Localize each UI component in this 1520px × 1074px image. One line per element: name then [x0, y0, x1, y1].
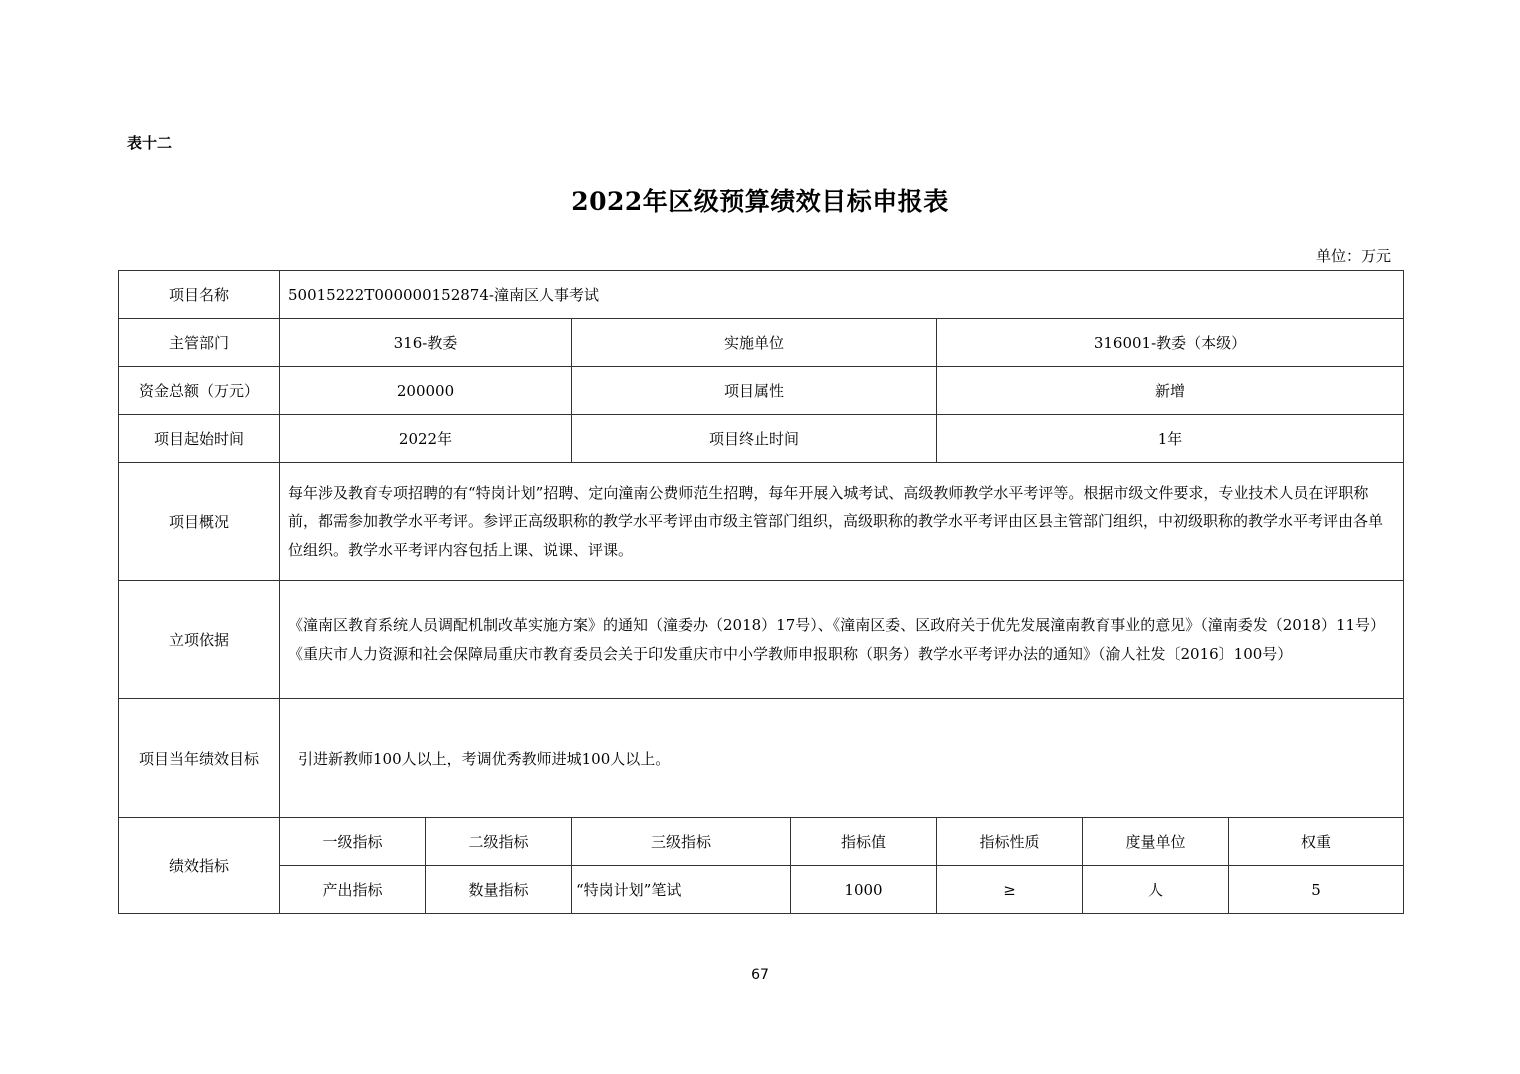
- goal-text: 引进新教师100人以上，考调优秀教师进城100人以上。: [280, 699, 1404, 818]
- start-time-label: 项目起始时间: [119, 415, 280, 463]
- department-value: 316-教委: [280, 319, 572, 367]
- overview-label: 项目概况: [119, 463, 280, 581]
- project-attribute-label: 项目属性: [572, 367, 937, 415]
- project-attribute-value: 新增: [937, 367, 1404, 415]
- table-row: [119, 415, 1404, 463]
- table-row: [119, 271, 1404, 319]
- table-row: [119, 367, 1404, 415]
- basis-label: 立项依据: [119, 581, 280, 699]
- indicator-cell: ≥: [937, 866, 1083, 914]
- indicator-cell: 1000: [791, 866, 937, 914]
- basis-text: 《潼南区教育系统人员调配机制改革实施方案》的通知（潼委办（2018）17号）、《潼南区委、区政府关于优先发展潼南教育事业的意见》（潼南委发（2018）11号） 《重庆市人力资源和社会保障局重庆市教育委员会关于印发重庆市中小学教师申报职称（职务）教学水平考评办法的通知》（渝人社发〔2016〕100号）: [280, 581, 1404, 699]
- indicator-header: 一级指标: [280, 818, 426, 866]
- implementing-unit-label: 实施单位: [572, 319, 937, 367]
- table-label: 表十二: [127, 134, 173, 152]
- start-time-value: 2022年: [280, 415, 572, 463]
- page-number: 67: [751, 967, 769, 983]
- indicator-cell: 产出指标: [280, 866, 426, 914]
- funding-value: 200000: [280, 367, 572, 415]
- indicator-header: 二级指标: [426, 818, 572, 866]
- department-label: 主管部门: [119, 319, 280, 367]
- end-time-value: 1年: [937, 415, 1404, 463]
- end-time-label: 项目终止时间: [572, 415, 937, 463]
- funding-label: 资金总额（万元）: [119, 367, 280, 415]
- budget-performance-table: [118, 270, 1404, 914]
- unit-note: 单位：万元: [1315, 247, 1391, 265]
- table-row: [119, 699, 1404, 818]
- indicator-cell: 5: [1229, 866, 1404, 914]
- indicators-label: 绩效指标: [119, 818, 280, 914]
- indicator-header: 度量单位: [1083, 818, 1229, 866]
- indicator-header: 三级指标: [572, 818, 791, 866]
- table-row: [119, 866, 1404, 914]
- indicator-header: 指标值: [791, 818, 937, 866]
- indicator-header: 权重: [1229, 818, 1404, 866]
- document-title: 2022年区级预算绩效目标申报表: [571, 187, 949, 216]
- table-row: [119, 319, 1404, 367]
- goal-label: 项目当年绩效目标: [119, 699, 280, 818]
- implementing-unit-value: 316001-教委（本级）: [937, 319, 1404, 367]
- overview-text: 每年涉及教育专项招聘的有“特岗计划”招聘、定向潼南公费师范生招聘，每年开展入城考试、高级教师教学水平考评等。根据市级文件要求，专业技术人员在评职称前，都需参加教学水平考评。参评正高级职称的教学水平考评由市级主管部门组织，高级职称的教学水平考评由区县主管部门组织，中初级职称的教学水平考评由各单位组织。教学水平考评内容包括上课、说课、评课。: [280, 463, 1404, 581]
- project-name-value: 50015222T000000152874-潼南区人事考试: [280, 271, 1404, 319]
- table-row: [119, 463, 1404, 581]
- indicator-cell: “特岗计划”笔试: [572, 866, 791, 914]
- indicator-header: 指标性质: [937, 818, 1083, 866]
- project-name-label: 项目名称: [119, 271, 280, 319]
- table-row: [119, 581, 1404, 699]
- table-row: [119, 818, 1404, 866]
- indicator-cell: 人: [1083, 866, 1229, 914]
- indicator-cell: 数量指标: [426, 866, 572, 914]
